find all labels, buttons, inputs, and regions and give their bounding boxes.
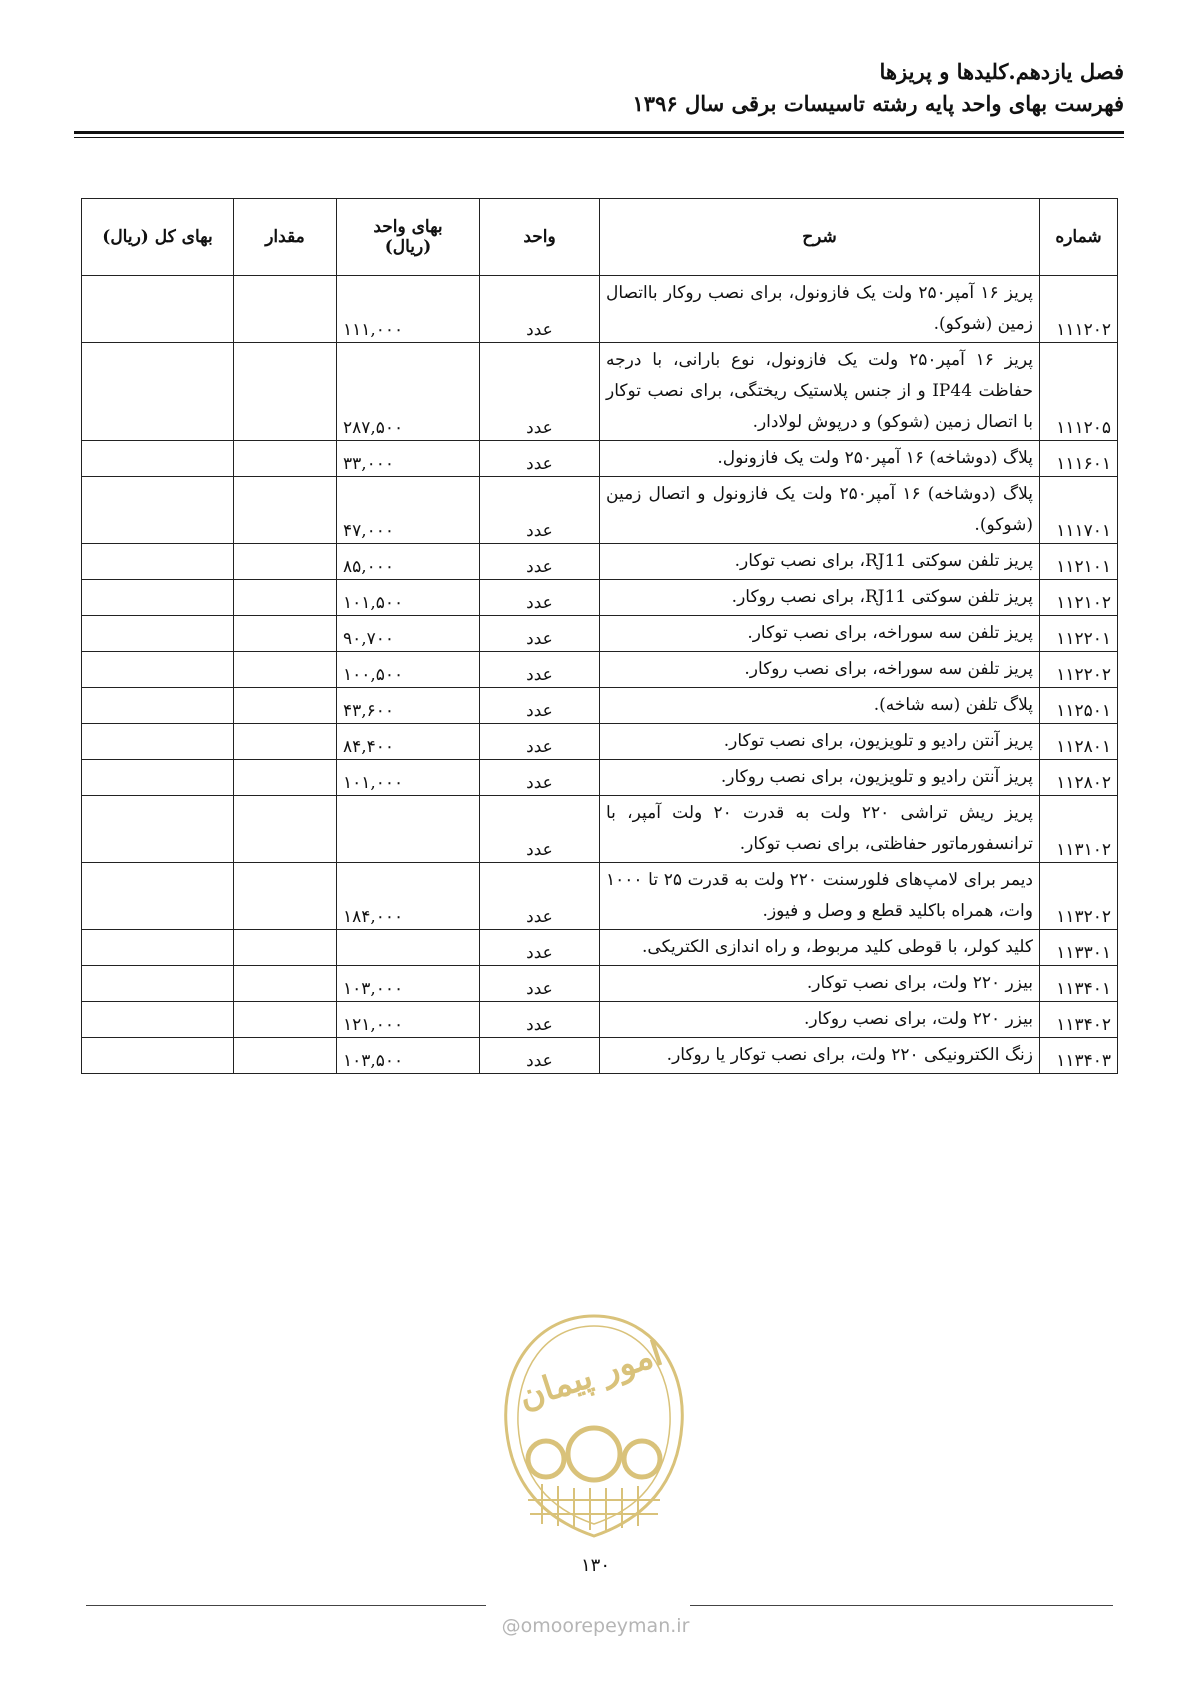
item-description: پریز آنتن رادیو و تلویزیون، برای نصب توکار. bbox=[600, 724, 1040, 760]
item-description: کلید کولر، با قوطی کلید مربوط، و راه اندازی الکتریکی. bbox=[600, 930, 1040, 966]
item-quantity bbox=[234, 760, 337, 796]
item-quantity bbox=[234, 580, 337, 616]
item-quantity bbox=[234, 276, 337, 343]
col-header-unit-price-line1: بهای واحد bbox=[373, 217, 443, 237]
col-header-unit-price bbox=[337, 199, 480, 276]
item-unit-price: ۴۳,۶۰۰ bbox=[337, 688, 480, 724]
table-row bbox=[82, 863, 1118, 930]
item-unit-price: ۴۷,۰۰۰ bbox=[337, 477, 480, 544]
item-unit-price: ۸۴,۴۰۰ bbox=[337, 724, 480, 760]
item-total bbox=[82, 441, 234, 477]
item-unit-price: ۱۸۴,۰۰۰ bbox=[337, 863, 480, 930]
item-description: پریز تلفن سه سوراخه، برای نصب توکار. bbox=[600, 616, 1040, 652]
publisher-seal-icon bbox=[484, 1304, 704, 1554]
item-unit: عدد bbox=[480, 688, 600, 724]
item-code: ۱۱۳۴۰۳ bbox=[1040, 1038, 1118, 1074]
table-row bbox=[82, 276, 1118, 343]
page-header bbox=[74, 56, 1124, 120]
item-unit: عدد bbox=[480, 863, 600, 930]
chapter-title: فصل یازدهم.کلیدها و پریزها bbox=[879, 59, 1124, 84]
item-unit: عدد bbox=[480, 477, 600, 544]
item-quantity bbox=[234, 343, 337, 441]
col-header-unit-price-line2: (ریال) bbox=[384, 237, 432, 257]
item-code: ۱۱۱۲۰۵ bbox=[1040, 343, 1118, 441]
item-unit-price bbox=[337, 930, 480, 966]
item-total bbox=[82, 580, 234, 616]
table-row bbox=[82, 652, 1118, 688]
item-unit: عدد bbox=[480, 1002, 600, 1038]
item-unit-price: ۱۰۱,۰۰۰ bbox=[337, 760, 480, 796]
footer-rule-right bbox=[690, 1605, 1113, 1606]
item-total bbox=[82, 343, 234, 441]
item-unit: عدد bbox=[480, 930, 600, 966]
item-description: پلاگ تلفن (سه شاخه). bbox=[600, 688, 1040, 724]
table-row bbox=[82, 343, 1118, 441]
item-code: ۱۱۳۲۰۲ bbox=[1040, 863, 1118, 930]
col-header-total: بهای کل (ریال) bbox=[82, 199, 234, 276]
item-quantity bbox=[234, 930, 337, 966]
col-header-description: شرح bbox=[600, 199, 1040, 276]
item-quantity bbox=[234, 477, 337, 544]
table-row bbox=[82, 441, 1118, 477]
col-header-unit: واحد bbox=[480, 199, 600, 276]
item-quantity bbox=[234, 966, 337, 1002]
item-unit-price: ۸۵,۰۰۰ bbox=[337, 544, 480, 580]
site-watermark: @omoorepeyman.ir bbox=[501, 1615, 690, 1637]
item-quantity bbox=[234, 616, 337, 652]
table-row bbox=[82, 724, 1118, 760]
item-code: ۱۱۳۱۰۲ bbox=[1040, 796, 1118, 863]
header-rule-thick bbox=[74, 131, 1124, 134]
item-total bbox=[82, 724, 234, 760]
item-total bbox=[82, 652, 234, 688]
header-rule-thin bbox=[74, 137, 1124, 138]
item-quantity bbox=[234, 724, 337, 760]
item-code: ۱۱۲۸۰۱ bbox=[1040, 724, 1118, 760]
item-unit: عدد bbox=[480, 441, 600, 477]
item-description: پریز ۱۶ آمپر۲۵۰ ولت یک فازونول، نوع بارانی، با درجه حفاظت IP44 و از جنس پلاستیک ریختگی، برای نصب توکار با اتصال زمین (شوکو) و درپوش لولادار. bbox=[600, 343, 1040, 441]
table-row bbox=[82, 1038, 1118, 1074]
item-unit: عدد bbox=[480, 616, 600, 652]
item-unit-price: ۲۸۷,۵۰۰ bbox=[337, 343, 480, 441]
item-unit-price: ۱۲۱,۰۰۰ bbox=[337, 1002, 480, 1038]
item-description: پریز ۱۶ آمپر۲۵۰ ولت یک فازونول، برای نصب روکار بااتصال زمین (شوکو). bbox=[600, 276, 1040, 343]
table-row bbox=[82, 1002, 1118, 1038]
item-total bbox=[82, 477, 234, 544]
price-list-table bbox=[81, 198, 1118, 1074]
item-unit: عدد bbox=[480, 544, 600, 580]
table-row bbox=[82, 544, 1118, 580]
page-number: ۱۳۰ bbox=[580, 1555, 610, 1576]
item-unit-price: ۹۰,۷۰۰ bbox=[337, 616, 480, 652]
item-quantity bbox=[234, 688, 337, 724]
item-quantity bbox=[234, 441, 337, 477]
item-code: ۱۱۱۲۰۲ bbox=[1040, 276, 1118, 343]
table-row bbox=[82, 688, 1118, 724]
table-row bbox=[82, 796, 1118, 863]
table-header-row bbox=[82, 199, 1118, 276]
item-total bbox=[82, 1038, 234, 1074]
table-row bbox=[82, 760, 1118, 796]
item-unit-price bbox=[337, 796, 480, 863]
item-total bbox=[82, 616, 234, 652]
col-header-code: شماره bbox=[1040, 199, 1118, 276]
item-description: زنگ الکترونیکی ۲۲۰ ولت، برای نصب توکار یا روکار. bbox=[600, 1038, 1040, 1074]
item-total bbox=[82, 930, 234, 966]
item-description: پریز تلفن سوکتی RJ11، برای نصب روکار. bbox=[600, 580, 1040, 616]
item-unit: عدد bbox=[480, 580, 600, 616]
item-code: ۱۱۲۲۰۱ bbox=[1040, 616, 1118, 652]
item-code: ۱۱۲۵۰۱ bbox=[1040, 688, 1118, 724]
item-total bbox=[82, 1002, 234, 1038]
item-description: بیزر ۲۲۰ ولت، برای نصب روکار. bbox=[600, 1002, 1040, 1038]
item-description: دیمر برای لامپ‌های فلورسنت ۲۲۰ ولت به قدرت ۲۵ تا ۱۰۰۰ وات، همراه باکلید قطع و وصل و فیوز. bbox=[600, 863, 1040, 930]
item-description: پریز تلفن سوکتی RJ11، برای نصب توکار. bbox=[600, 544, 1040, 580]
item-quantity bbox=[234, 544, 337, 580]
item-unit: عدد bbox=[480, 652, 600, 688]
table-row bbox=[82, 580, 1118, 616]
item-description: پریز آنتن رادیو و تلویزیون، برای نصب روکار. bbox=[600, 760, 1040, 796]
item-description: بیزر ۲۲۰ ولت، برای نصب توکار. bbox=[600, 966, 1040, 1002]
item-unit-price: ۱۰۳,۰۰۰ bbox=[337, 966, 480, 1002]
item-unit-price: ۱۰۱,۵۰۰ bbox=[337, 580, 480, 616]
item-unit: عدد bbox=[480, 796, 600, 863]
item-total bbox=[82, 760, 234, 796]
item-code: ۱۱۱۶۰۱ bbox=[1040, 441, 1118, 477]
item-unit-price: ۳۳,۰۰۰ bbox=[337, 441, 480, 477]
item-code: ۱۱۱۷۰۱ bbox=[1040, 477, 1118, 544]
item-unit: عدد bbox=[480, 276, 600, 343]
item-description: پلاگ (دوشاخه) ۱۶ آمپر۲۵۰ ولت یک فازونول. bbox=[600, 441, 1040, 477]
item-code: ۱۱۲۲۰۲ bbox=[1040, 652, 1118, 688]
item-description: پلاگ (دوشاخه) ۱۶ آمپر۲۵۰ ولت یک فازونول و اتصال زمین (شوکو). bbox=[600, 477, 1040, 544]
item-total bbox=[82, 544, 234, 580]
item-code: ۱۱۲۱۰۲ bbox=[1040, 580, 1118, 616]
item-unit: عدد bbox=[480, 1038, 600, 1074]
item-unit-price: ۱۱۱,۰۰۰ bbox=[337, 276, 480, 343]
item-unit: عدد bbox=[480, 724, 600, 760]
item-unit: عدد bbox=[480, 760, 600, 796]
table-row bbox=[82, 966, 1118, 1002]
item-quantity bbox=[234, 863, 337, 930]
table-row bbox=[82, 477, 1118, 544]
item-quantity bbox=[234, 1038, 337, 1074]
item-unit-price: ۱۰۰,۵۰۰ bbox=[337, 652, 480, 688]
item-total bbox=[82, 966, 234, 1002]
item-unit: عدد bbox=[480, 343, 600, 441]
item-code: ۱۱۳۳۰۱ bbox=[1040, 930, 1118, 966]
list-title: فهرست بهای واحد پایه رشته تاسیسات برقی سال ۱۳۹۶ bbox=[632, 91, 1124, 116]
table-row bbox=[82, 930, 1118, 966]
item-quantity bbox=[234, 796, 337, 863]
item-code: ۱۱۳۴۰۱ bbox=[1040, 966, 1118, 1002]
item-total bbox=[82, 796, 234, 863]
table-row bbox=[82, 616, 1118, 652]
seal-text: امور پیمان bbox=[513, 1333, 668, 1418]
item-total bbox=[82, 276, 234, 343]
item-total bbox=[82, 863, 234, 930]
item-description: پریز ریش تراشی ۲۲۰ ولت به قدرت ۲۰ ولت آمپر، با ترانسفورماتور حفاظتی، برای نصب توکار. bbox=[600, 796, 1040, 863]
item-quantity bbox=[234, 1002, 337, 1038]
item-code: ۱۱۲۱۰۱ bbox=[1040, 544, 1118, 580]
item-quantity bbox=[234, 652, 337, 688]
footer-rule-left bbox=[86, 1605, 486, 1606]
item-unit: عدد bbox=[480, 966, 600, 1002]
col-header-quantity: مقدار bbox=[234, 199, 337, 276]
item-code: ۱۱۲۸۰۲ bbox=[1040, 760, 1118, 796]
item-description: پریز تلفن سه سوراخه، برای نصب روکار. bbox=[600, 652, 1040, 688]
item-total bbox=[82, 688, 234, 724]
item-code: ۱۱۳۴۰۲ bbox=[1040, 1002, 1118, 1038]
item-unit-price: ۱۰۳,۵۰۰ bbox=[337, 1038, 480, 1074]
